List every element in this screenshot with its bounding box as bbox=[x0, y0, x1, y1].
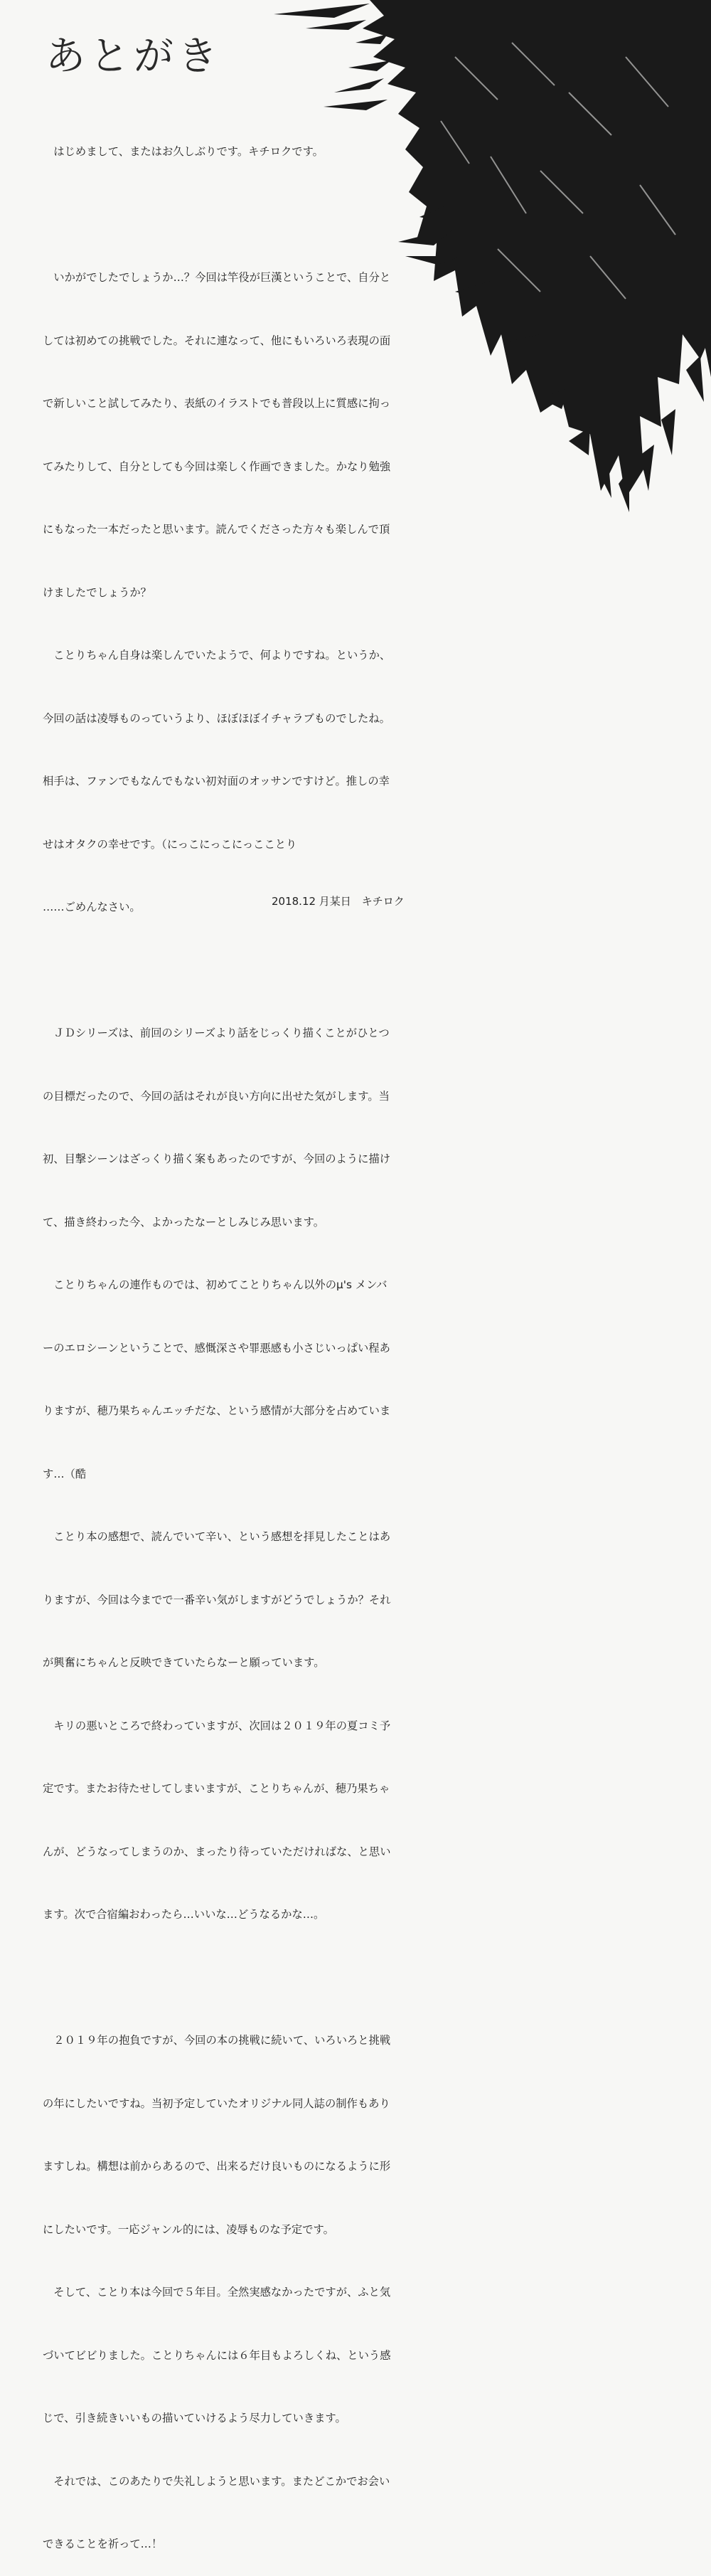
text-line: りますが、穂乃果ちゃんエッチだな、という感情が大部分を占めていま bbox=[43, 1404, 391, 1417]
text-line: じで、引き続きいいもの描いていけるよう尽力していきます。 bbox=[43, 2412, 346, 2424]
text-line bbox=[43, 205, 419, 226]
text-line: の目標だったので、今回の話はそれが良い方向に出せた気がします。当 bbox=[43, 1089, 390, 1103]
text-line: ます。次で合宿編おわったら…いいな…どうなるかな…。 bbox=[43, 1908, 325, 1921]
text-line: 相手は、ファンでもなんでもない初対面のオッサンですけど。推しの幸 bbox=[43, 775, 390, 788]
text-line: ことりちゃん自身は楽しんでいたようで、何よりですね。というか、 bbox=[43, 649, 391, 662]
text-line: で新しいこと試してみたり、表紙のイラストでも普段以上に質感に拘っ bbox=[43, 397, 391, 410]
text-line: できることを祈って…！ bbox=[43, 2538, 163, 2550]
text-line: す…（酷 bbox=[43, 1467, 87, 1480]
text-line: づいてビビりました。ことりちゃんには６年目もよろしくね、という感 bbox=[43, 2348, 391, 2362]
text-line: てみたりして、自分としても今回は楽しく作画できました。かなり勉強 bbox=[43, 460, 391, 473]
text-line: はじめまして、またはお久しぶりです。キチロクです。 bbox=[43, 145, 324, 158]
text-line: ことり本の感想で、読んでいて辛い、という感想を拝見したことはあ bbox=[43, 1530, 391, 1543]
text-line: ＪＤシリーズは、前回のシリーズより話をじっくり描くことがひとつ bbox=[43, 1027, 390, 1039]
text-line: にもなった一本だったと思います。読んでくださった方々も楽しんで頂 bbox=[43, 523, 390, 536]
text-line: の年にしたいですね。当初予定していたオリジナル同人誌の制作もあり bbox=[43, 2097, 390, 2110]
text-line: ２０１９年の抱負ですが、今回の本の挑戦に続いて、いろいろと挑戦 bbox=[43, 2034, 391, 2047]
text-line: そして、ことり本は今回で５年目。全然実感なかったですが、ふと気 bbox=[43, 2286, 391, 2299]
text-line: りますが、今回は今までで一番辛い気がしますがどうでしょうか？それ bbox=[43, 1593, 391, 1606]
text-line: ーのエロシーンということで、感慨深さや罪悪感も小さじいっぱい程あ bbox=[43, 1341, 390, 1355]
text-line: にしたいです。一応ジャンル的には、凌辱ものな予定です。 bbox=[43, 2222, 334, 2236]
text-line: 定です。またお待たせしてしまいますが、ことりちゃんが、穂乃果ちゃ bbox=[43, 1782, 390, 1795]
text-line: ことりちゃんの連作ものでは、初めてことりちゃん以外のμ's メンバ bbox=[43, 1278, 387, 1291]
text-line: けましたでしょうか？ bbox=[43, 585, 151, 599]
text-line: て、描き終わった今、よかったなーとしみじみ思います。 bbox=[43, 1215, 325, 1229]
text-line: いかがでしたでしょうか…？今回は竿役が巨漢ということで、自分と bbox=[43, 271, 391, 284]
text-line: それでは、このあたりで失礼しようと思います。またどこかでお会い bbox=[43, 2474, 390, 2488]
text-line bbox=[43, 960, 419, 982]
text-line: ますしね。構想は前からあるので、出来るだけ良いものになるように形 bbox=[43, 2160, 391, 2173]
text-line: 今回の話は凌辱ものっていうより、ほぼほぼイチャラブものでしたね。 bbox=[43, 711, 390, 725]
text-line: ……ごめんなさい。 bbox=[43, 901, 141, 913]
text-line: んが、どうなってしまうのか、まったり待っていただければな、と思い bbox=[43, 1845, 391, 1858]
afterword-body bbox=[43, 100, 419, 2576]
text-line bbox=[43, 1968, 419, 1989]
text-line: キリの悪いところで終わっていますが、次回は２０１９年の夏コミ予 bbox=[43, 1719, 391, 1732]
text-line: 初、目撃シーンはざっくり描く案もあったのですが、今回のように描け bbox=[43, 1152, 391, 1165]
date-signature: 2018.12 月某日 キチロク bbox=[272, 895, 405, 908]
page-title: あとがき bbox=[46, 33, 222, 80]
text-line: せはオタクの幸せです。（にっこにっこにっこことり bbox=[43, 837, 297, 851]
text-line: しては初めての挑戦でした。それに連なって、他にもいろいろ表現の面 bbox=[43, 334, 391, 347]
text-line: が興奮にちゃんと反映できていたらなーと願っています。 bbox=[43, 1656, 325, 1669]
